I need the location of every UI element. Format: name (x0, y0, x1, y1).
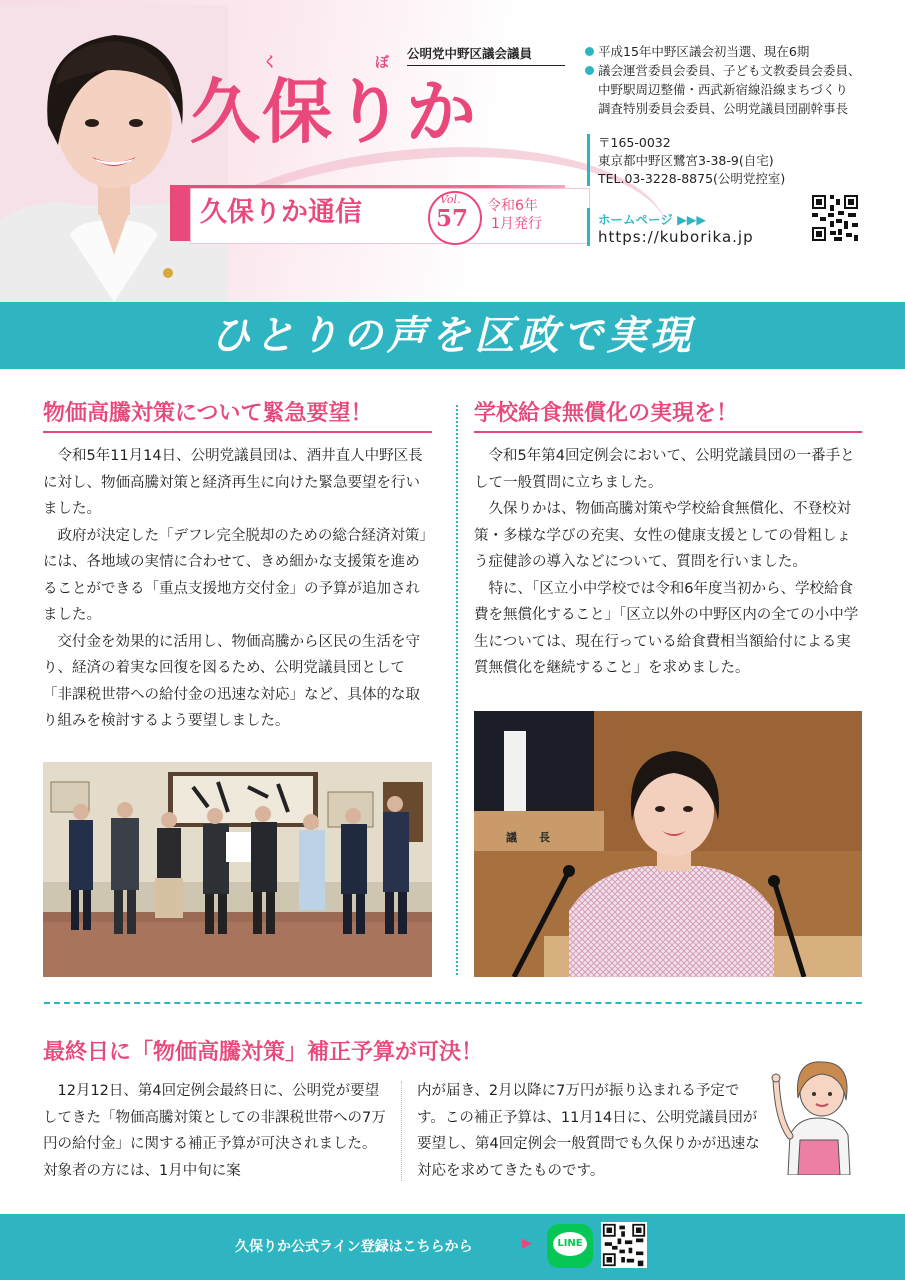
career-item: 議会運営委員会委員、子ども文教委員会委員、 (585, 61, 861, 80)
article3-body-left: 12月12日、第4回定例会最終日に、公明党が要望してきた「物価高騰対策としての非課税世帯への7万円の給付金」に関する補正予算が可決されました。対象者の方には、1月中旬に案 (43, 1083, 386, 1179)
career-item-cont: 調査特別委員会委員、公明党議員団副幹事長 (598, 101, 849, 116)
article2-paragraph: 久保りかは、物価高騰対策や学校給食無償化、不登校対策・多様な学びの充実、女性の健康支援としての骨粗しょう症健診の導入などについて、質問を行いました。 (474, 501, 851, 570)
arrow-right-icon: ▶ (522, 1236, 532, 1251)
issue-month: 1月発行 (491, 216, 542, 232)
bullet-dot-icon (585, 66, 594, 75)
article1-title: 物価高騰対策について緊急要望！ (43, 400, 373, 426)
speech-photo (474, 711, 862, 977)
article2-paragraph: 令和5年第4回定例会において、公明党議員団の一番手として一般質問に立ちました。 (474, 448, 855, 491)
group-photo (43, 762, 432, 977)
address-accent-bar (587, 134, 590, 186)
slogan-text: ひとりの声を区政で実現 (210, 312, 695, 359)
issue-year: 令和6年 (487, 198, 538, 214)
article2-body (474, 443, 862, 682)
bullet-dot-icon (585, 47, 594, 56)
line-label: LINE (557, 1238, 583, 1249)
article3-body-right: 内が届き、2月以降に7万円が振り込まれる予定です。この補正予算は、11月14日に、公明党議員団が要望し、第4回定例会一般質問でも久保りかが迅速な対応を求めてきたものです。 (417, 1083, 760, 1179)
councillor-name: 久保りか (190, 71, 478, 153)
phone-number: TEL.03-3228-8875(公明党控室) (598, 171, 786, 186)
article2-title-underline (474, 431, 862, 433)
street-address: 東京都中野区鷺宮3-38-9(自宅) (598, 153, 774, 168)
career-item: 平成15年中野区議会初当選、現在6期 (585, 42, 809, 61)
homepage-label: ホームページ ▶▶▶ (598, 212, 706, 227)
homepage-accent-bar (587, 208, 590, 246)
line-registration-text: 久保りか公式ライン登録はこちらから (235, 1239, 473, 1255)
homepage-qr-icon[interactable] (810, 193, 860, 243)
section-divider (44, 1002, 862, 1004)
article2-paragraph: 特に、「区立小中学校では令和6年度当初から、学校給食費を無償化すること」「区立以外の中野区内の全ての小中学生については、現在行っている給食費相当額給付による実質無償化を継続すること」を求めました。 (474, 580, 859, 676)
newsletter-title: 久保りか通信 (200, 197, 362, 228)
article2-title: 学校給食無償化の実現を！ (474, 400, 739, 426)
homepage-link[interactable]: https://kuborika.jp (598, 228, 754, 246)
article1-title-underline (43, 431, 432, 433)
career-item-cont: 中野駅周辺整備・西武新宿線沿線まちづくり (598, 82, 848, 97)
article1-paragraph: 政府が決定した「デフレ完全脱却のための総合経済対策」には、各地域の実情に合わせて、きめ細かな支援策を進めることができる「重点支援地方交付金」の予算が追加されました。 (43, 527, 427, 623)
article1-paragraph: 令和5年11月14日、公明党議員団は、酒井直人中野区長に対し、物価高騰対策と経済再生に向けた緊急要望を行いました。 (43, 448, 423, 517)
article3-column-divider (401, 1081, 402, 1181)
furigana-ku: く (263, 55, 277, 71)
line-qr-icon[interactable] (601, 1222, 647, 1268)
pointing-woman-illustration (768, 1040, 868, 1175)
furigana-bo: ぼ (375, 55, 389, 71)
volume-label: Vol. (440, 193, 461, 206)
podium-sign: 議 長 (506, 831, 550, 844)
article1-body (43, 443, 432, 735)
article3-title: 最終日に「物価高騰対策」補正予算が可決！ (43, 1039, 484, 1065)
column-divider (456, 405, 458, 975)
postal-code: 〒165-0032 (598, 135, 671, 150)
article1-paragraph: 交付金を効果的に活用し、物価高騰から区民の生活を守り、経済の着実な回復を図るため、公明党議員団として「非課税世帯への給付金の迅速な対応」など、具体的な取り組みを検討するよう要望しました。 (43, 633, 420, 729)
affiliation: 公明党中野区議会議員 (407, 45, 565, 66)
volume-number: 57 (436, 205, 469, 232)
